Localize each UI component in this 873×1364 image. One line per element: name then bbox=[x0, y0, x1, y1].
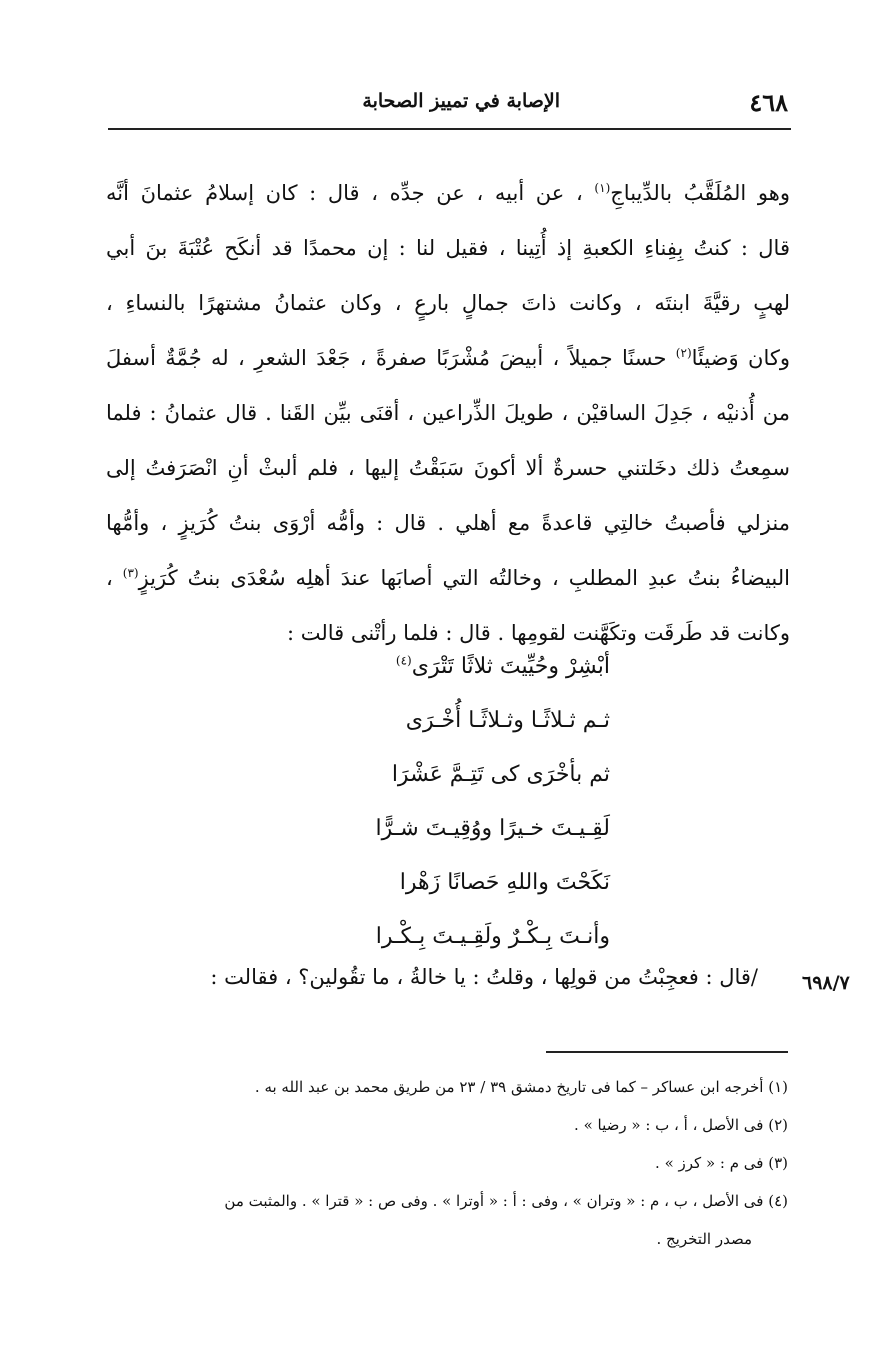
footnote-marker: (٢) bbox=[675, 346, 692, 360]
footnote-4-continuation: مصدر التخريج . bbox=[656, 1230, 752, 1248]
text-line: منزلي فأصبتُ خالتِي قاعدةً مع أهلي . قال : وأمُّه أرْوَى بنتُ كُرَيزٍ ، وأمُّها bbox=[106, 511, 790, 535]
text-line bbox=[106, 166, 790, 221]
page-number: ٤٦٨ bbox=[749, 88, 788, 117]
margin-reference: ٦٩٨/٧ bbox=[802, 972, 850, 994]
text-segment: وهو المُلَقَّبُ بالدِّيباجِ bbox=[610, 181, 790, 205]
footnote-marker: (٣) bbox=[122, 566, 139, 580]
running-title: الإصابة في تمييز الصحابة bbox=[362, 90, 560, 112]
text-segment: حسنًا جميلاً ، أبيضَ مُشْرَبًا صفرةً ، جَعْدَ الشعرِ ، له جُمَّةٌ أسفلَ bbox=[106, 346, 667, 370]
verse-line: نَكَحْتَ واللهِ حَصانًا زَهْرا bbox=[399, 870, 610, 895]
text-line: وكانت قد طَرقَت وتكَهَّنت لقومِها . قال : فلما رأتْنى قالت : bbox=[286, 621, 790, 645]
text-line: /قال : فعجِبْتُ من قولِها ، وقلتُ : يا خالةُ ، ما تقُولين؟ ، فقالت : bbox=[210, 965, 758, 989]
text-segment: ، bbox=[106, 566, 113, 590]
verse-line: ثم بأخْرَى كى تَتِـمَّ عَشْرَا bbox=[391, 762, 610, 787]
footnote-2: (٢) فى الأصل ، أ ، ب : « رضيا » . bbox=[574, 1116, 788, 1134]
footnote-3: (٣) فى م : « كرز » . bbox=[655, 1154, 788, 1172]
text-line bbox=[106, 331, 790, 386]
header-rule bbox=[108, 128, 791, 130]
text-line: سمِعتُ ذلك دخَلتني حسرةٌ ألا أكونَ سَبَقْتُ إليها ، فلم ألبثْ أنِ انْصَرَفتُ إلى bbox=[106, 456, 790, 480]
footnote-marker: (١) bbox=[594, 181, 611, 195]
text-line: من أُذنيْه ، جَدِلَ الساقيْن ، طويلَ الذِّراعين ، أقنَى بيِّن القَنا . قال عثمانُ : فلما bbox=[106, 401, 790, 425]
text-segment: وكان وَضيئًا bbox=[691, 346, 790, 370]
text-segment: ، عن أبيه ، عن جدِّه ، قال : كان إسلامُ عثمانَ أنَّه bbox=[106, 181, 583, 205]
main-text bbox=[106, 166, 790, 661]
text-line: لهبٍ رقيَّةَ ابنتَه ، وكانت ذاتَ جمالٍ بارعٍ ، وكان عثمانُ مشتهرًا بالنساءِ ، bbox=[106, 291, 790, 315]
footnote-4: (٤) فى الأصل ، ب ، م : « وتران » ، وفى : أ : « أوترا » . وفى ص : « قترا » . والمثبت من bbox=[224, 1192, 788, 1210]
verse-line: لَقِـيـتَ خـيرًا ووُقِيـتَ شـرًّا bbox=[375, 816, 610, 841]
footnotes bbox=[104, 1068, 788, 1258]
text-line: قال : كنتُ بِفِناءِ الكعبةِ إذ أُتِينا ، فقيل لنا : إن محمدًا قد أنكَح عُتْبَةَ بنَ أبي bbox=[106, 236, 790, 260]
text-line bbox=[106, 551, 790, 606]
page-header bbox=[108, 86, 788, 122]
verse-line: وأنـتَ بِـكْـرٌ ولَقِـيـتَ بِـكْـرا bbox=[375, 924, 610, 949]
verse-line: ثـم ثـلاثًـا وثـلاثًـا أُخْـرَى bbox=[405, 708, 610, 733]
verse-text: أبْشِرْ وحُيِّيتَ ثلاثًا تَتْرَى bbox=[411, 654, 610, 679]
footnote-1: (١) أخرجه ابن عساكر – كما فى تاريخ دمشق ٣٩ / ٢٣ من طريق محمد بن عبد الله به . bbox=[254, 1078, 788, 1096]
poem bbox=[280, 640, 610, 964]
verse-line bbox=[280, 640, 610, 694]
footnote-rule bbox=[546, 1051, 788, 1053]
footnote-marker: (٤) bbox=[395, 653, 412, 668]
text-segment: البيضاءُ بنتُ عبدِ المطلبِ ، وخالتُه التي أصابَها عندَ أهلِه سُعْدَى بنتُ كُرَيزٍ bbox=[138, 566, 790, 590]
